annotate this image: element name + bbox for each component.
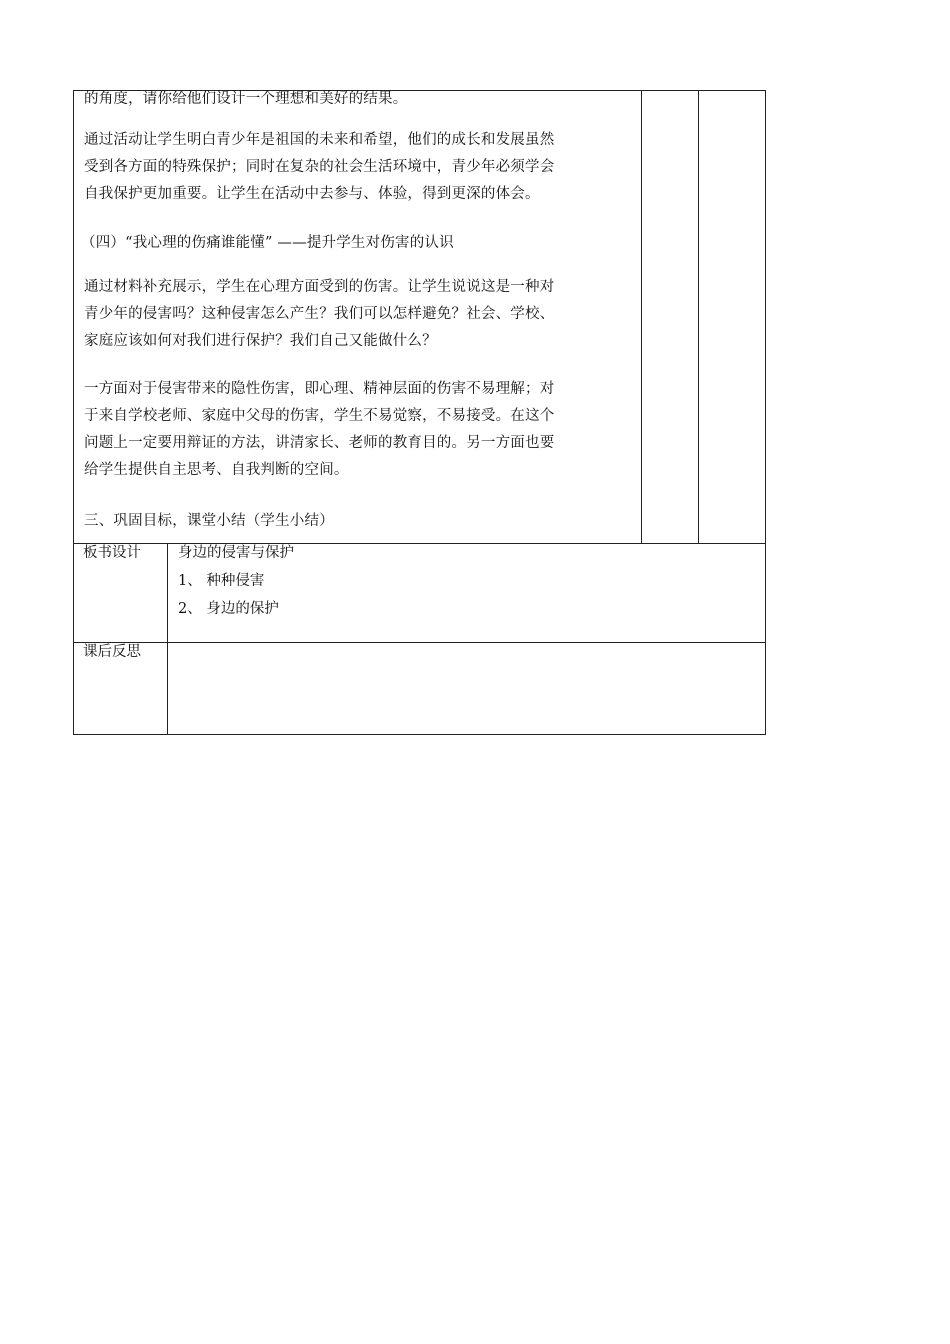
text-line: 问题上一定要用辩证的方法，讲清家长、老师的教育目的。另一方面也要 bbox=[84, 435, 555, 451]
lesson-paragraph-1 bbox=[84, 127, 636, 208]
lesson-paragraph-0 bbox=[84, 86, 636, 113]
lesson-paragraph-4 bbox=[84, 376, 636, 484]
text-line: 的角度，请你给他们设计一个理想和美好的结果。 bbox=[84, 91, 408, 107]
text-line: 三、巩固目标，课堂小结（学生小结） bbox=[84, 513, 334, 529]
table-border-bottom bbox=[73, 734, 766, 735]
table-border-left bbox=[73, 90, 74, 735]
text-line: 给学生提供自主思考、自我判断的空间。 bbox=[84, 462, 349, 478]
board-design-content bbox=[178, 539, 294, 623]
text-line: 自我保护更加重要。让学生在活动中去参与、体验，得到更深的体会。 bbox=[84, 186, 540, 202]
column-divider-1 bbox=[641, 90, 642, 544]
text-line: （四）“我心理的伤痛谁能懂” ——提升学生对伤害的认识 bbox=[81, 235, 454, 251]
text-line: 通过材料补充展示，学生在心理方面受到的伤害。让学生说说这是一种对 bbox=[84, 279, 555, 295]
reflection-label: 课后反思 bbox=[83, 644, 141, 660]
lesson-plan-table bbox=[73, 90, 766, 735]
text-line: 青少年的侵害吗？这种侵害怎么产生？我们可以怎样避免？社会、学校、 bbox=[84, 306, 555, 322]
text-line: 通过活动让学生明白青少年是祖国的未来和希望，他们的成长和发展虽然 bbox=[84, 132, 555, 148]
lesson-paragraph-3 bbox=[84, 274, 636, 355]
board-design-title: 身边的侵害与保护 bbox=[178, 545, 294, 561]
column-divider-2 bbox=[698, 90, 699, 544]
table-border-right bbox=[765, 90, 766, 735]
text-line: 一方面对于侵害带来的隐性伤害，即心理、精神层面的伤害不易理解；对 bbox=[84, 381, 555, 397]
table-divider-board bbox=[73, 543, 766, 544]
label-column-divider bbox=[167, 543, 168, 735]
table-divider-reflection bbox=[73, 642, 766, 643]
board-design-label: 板书设计 bbox=[83, 545, 141, 561]
text-line: 受到各方面的特殊保护；同时在复杂的社会生活环境中，青少年必须学会 bbox=[84, 159, 555, 175]
text-line: 家庭应该如何对我们进行保护？我们自己又能做什么？ bbox=[84, 333, 437, 349]
lesson-summary-heading bbox=[84, 508, 636, 535]
text-line: 于来自学校老师、家庭中父母的伤害，学生不易觉察，不易接受。在这个 bbox=[84, 408, 555, 424]
lesson-section-heading bbox=[81, 230, 633, 257]
board-design-item: 1、 种种侵害 bbox=[178, 573, 265, 589]
board-design-item: 2、 身边的保护 bbox=[178, 601, 279, 617]
